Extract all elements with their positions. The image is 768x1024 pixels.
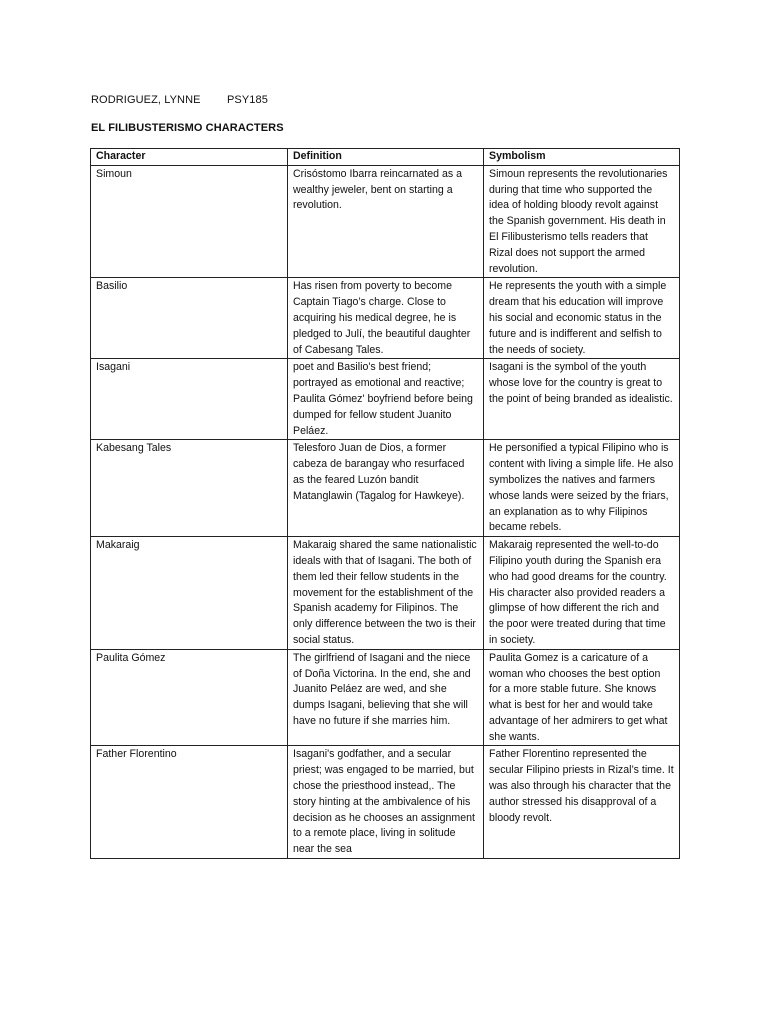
characters-table: [90, 148, 680, 859]
table-row: [91, 746, 680, 859]
table-row: [91, 278, 680, 359]
symbolism-cell: Simoun represents the revolutionaries during that time who supported the idea of holding bloody revolt against the Spanish government. His death in El Filibusterismo tells readers that Rizal does not support the armed revolution.: [484, 165, 680, 278]
definition-cell: Telesforo Juan de Dios, a former cabeza de barangay who resurfaced as the feared Luzón bandit Matanglawin (Tagalog for Hawkeye).: [288, 440, 484, 537]
student-name: RODRIGUEZ, LYNNE: [91, 94, 201, 106]
symbolism-cell: Isagani is the symbol of the youth whose love for the country is great to the point of being branded as idealistic.: [484, 359, 680, 440]
character-cell: Paulita Gómez: [91, 649, 288, 746]
definition-cell: poet and Basilio's best friend; portrayed as emotional and reactive; Paulita Gómez' boyfriend before being dumped for fellow student Juanito Peláez.: [288, 359, 484, 440]
definition-cell: Has risen from poverty to become Captain Tiago’s charge. Close to acquiring his medical degree, he is pledged to Julí, the beautiful daughter of Cabesang Tales.: [288, 278, 484, 359]
symbolism-cell: Father Florentino represented the secular Filipino priests in Rizal’s time. It was also through his character that the author stressed his disapproval of a bloody revolt.: [484, 746, 680, 859]
column-header-symbolism: Symbolism: [484, 149, 680, 166]
document-title: EL FILIBUSTERISMO CHARACTERS: [91, 122, 284, 134]
definition-cell: Crisóstomo Ibarra reincarnated as a wealthy jeweler, bent on starting a revolution.: [288, 165, 484, 278]
definition-cell: The girlfriend of Isagani and the niece of Doña Victorina. In the end, she and Juanito Peláez are wed, and she dumps Isagani, believing that she will have no future if she marries him.: [288, 649, 484, 746]
character-cell: Simoun: [91, 165, 288, 278]
character-cell: Makaraig: [91, 537, 288, 650]
definition-cell: Makaraig shared the same nationalistic ideals with that of Isagani. The both of them led their fellow students in the movement for the establishment of the Spanish academy for Filipinos. The only difference between the two is their social status.: [288, 537, 484, 650]
character-cell: Father Florentino: [91, 746, 288, 859]
symbolism-cell: Makaraig represented the well-to-do Filipino youth during the Spanish era who had good dreams for the country. His character also provided readers a glimpse of how different the rich and the poor were treated during that time in society.: [484, 537, 680, 650]
table-row: [91, 649, 680, 746]
table-row: [91, 537, 680, 650]
symbolism-cell: Paulita Gomez is a caricature of a woman who chooses the best option for a more stable future. She knows what is best for her and would take advantage of her admirers to get what she wants.: [484, 649, 680, 746]
table-row: [91, 359, 680, 440]
character-cell: Isagani: [91, 359, 288, 440]
document-header: [91, 94, 268, 106]
course-code: PSY185: [227, 94, 268, 106]
table-header-row: [91, 149, 680, 166]
symbolism-cell: He personified a typical Filipino who is content with living a simple life. He also symbolizes the natives and farmers whose lands were seized by the friars, an explanation as to why Filipinos became rebels.: [484, 440, 680, 537]
character-cell: Kabesang Tales: [91, 440, 288, 537]
definition-cell: Isagani's godfather, and a secular priest; was engaged to be married, but chose the priesthood instead,. The story hinting at the ambivalence of his decision as he chooses an assignment to a remote place, living in solitude near the sea: [288, 746, 484, 859]
symbolism-cell: He represents the youth with a simple dream that his education will improve his social and economic status in the future and is indifferent and selfish to the needs of society.: [484, 278, 680, 359]
character-cell: Basilio: [91, 278, 288, 359]
column-header-definition: Definition: [288, 149, 484, 166]
column-header-character: Character: [91, 149, 288, 166]
table-row: [91, 165, 680, 278]
table-row: [91, 440, 680, 537]
